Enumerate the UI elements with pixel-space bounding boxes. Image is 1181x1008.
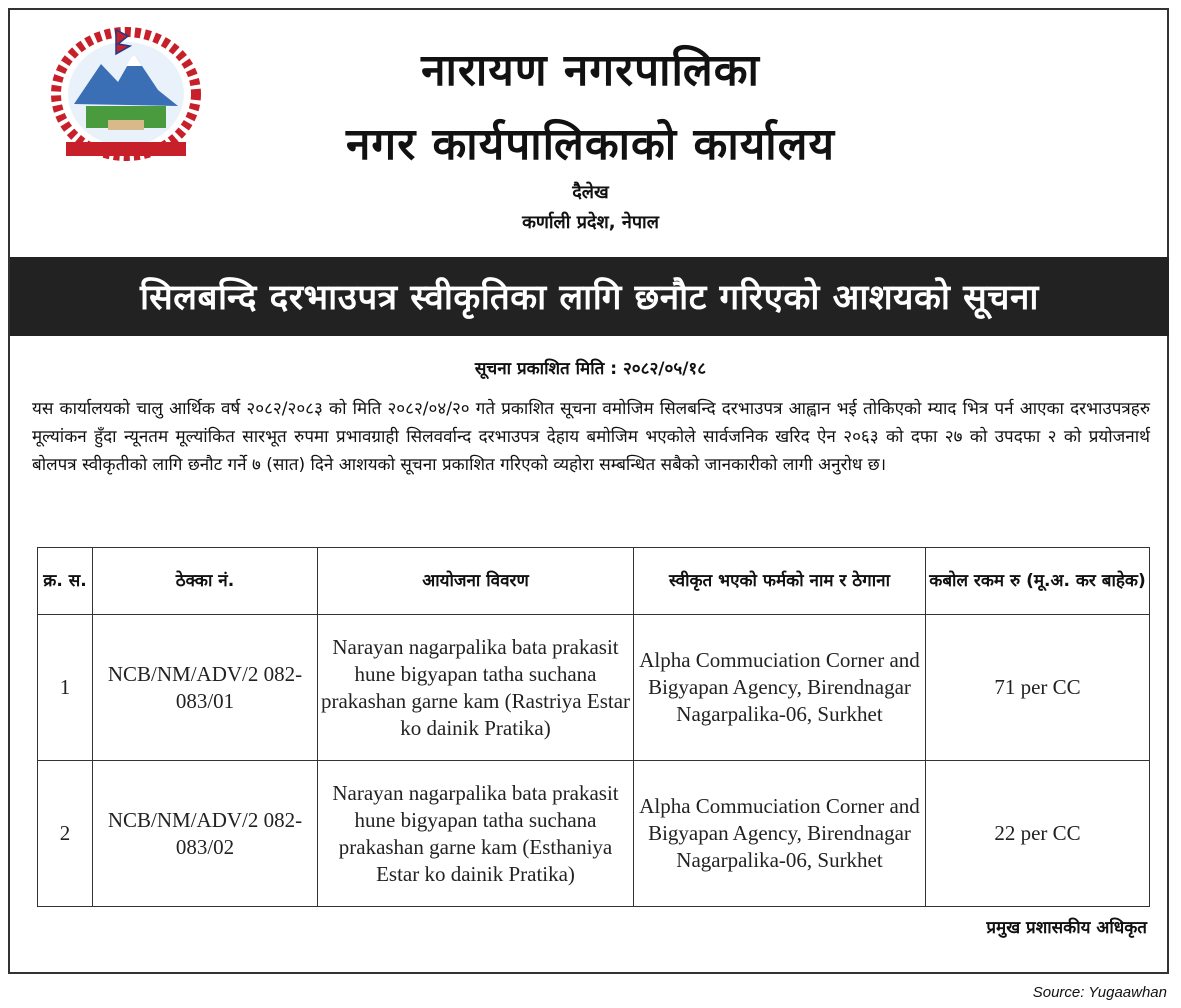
cell-project: Narayan nagarpalika bata prakasit hune bigyapan tatha suchana prakashan garne kam (Rastriya Estar ko dainik Pratika) <box>318 615 634 761</box>
cell-firm: Alpha Commuciation Corner and Bigyapan Agency, Birendnagar Nagarpalika-06, Surkhet <box>634 761 926 907</box>
province-label: कर्णाली प्रदेश, नेपाल <box>522 212 659 233</box>
header-project: आयोजना विवरण <box>318 548 634 615</box>
signatory-title: प्रमुख प्रशासकीय अधिकृत <box>986 918 1147 938</box>
notice-banner <box>10 257 1169 336</box>
cell-sn: 1 <box>38 615 93 761</box>
cell-amount: 71 per CC <box>926 615 1150 761</box>
source-credit: Source: Yugaawhan <box>1032 984 1167 1001</box>
cell-firm: Alpha Commuciation Corner and Bigyapan Agency, Birendnagar Nagarpalika-06, Surkhet <box>634 615 926 761</box>
header-amount: कबोल रकम रु (मू.अ. कर बाहेक) <box>926 548 1150 615</box>
award-table <box>37 547 1150 907</box>
header-firm: स्वीकृत भएको फर्मको नाम र ठेगाना <box>634 548 926 615</box>
cell-sn: 2 <box>38 761 93 907</box>
header-contract-no: ठेक्का नं. <box>93 548 318 615</box>
notice-body: यस कार्यालयको चालु आर्थिक वर्ष २०८२/२०८३ को मिति २०८२/०४/२० गते प्रकाशित सूचना वमोजिम सिलबन्दि दरभाउपत्र आह्वान भई तोकिएको म्याद भित्र पर्न आएका दरभाउपत्रहरु मूल्यांकन हुँदा न्यूनतम मूल्यांकित सारभूत रुपमा प्रभावग्राही सिलवर्वान्द दरभाउपत्र देहाय बमोजिम भएकोले सार्वजनिक खरिद ऐन २०६३ को दफा २७ को उपदफा २ को प्रयोजनार्थ बोलपत्र स्वीकृतीको लागि छनौट गर्ने ७ (सात) दिने आशयको सूचना प्रकाशित गरिएको व्यहोरा सम्बन्धित सबैको जानकारीको लागी अनुरोध छ। <box>32 399 1150 475</box>
cell-amount: 22 per CC <box>926 761 1150 907</box>
district-label: दैलेख <box>572 182 609 203</box>
table-row <box>38 615 1150 761</box>
cell-project: Narayan nagarpalika bata prakasit hune bigyapan tatha suchana prakashan garne kam (Esthaniya Estar ko dainik Pratika) <box>318 761 634 907</box>
cell-contract-no: NCB/NM/ADV/2 082-083/01 <box>93 615 318 761</box>
table-row <box>38 761 1150 907</box>
cell-contract-no: NCB/NM/ADV/2 082-083/02 <box>93 761 318 907</box>
municipality-title: नारायण नगरपालिका <box>421 45 760 96</box>
publication-date: सूचना प्रकाशित मिति : २०८२/०५/१८ <box>474 359 707 379</box>
table-header-row <box>38 548 1150 615</box>
notice-heading: सिलबन्दि दरभाउपत्र स्वीकृतिका लागि छनौट गरिएको आशयको सूचना <box>140 278 1039 318</box>
office-title: नगर कार्यपालिकाको कार्यालय <box>346 119 835 170</box>
header-sn: क्र. स. <box>38 548 93 615</box>
